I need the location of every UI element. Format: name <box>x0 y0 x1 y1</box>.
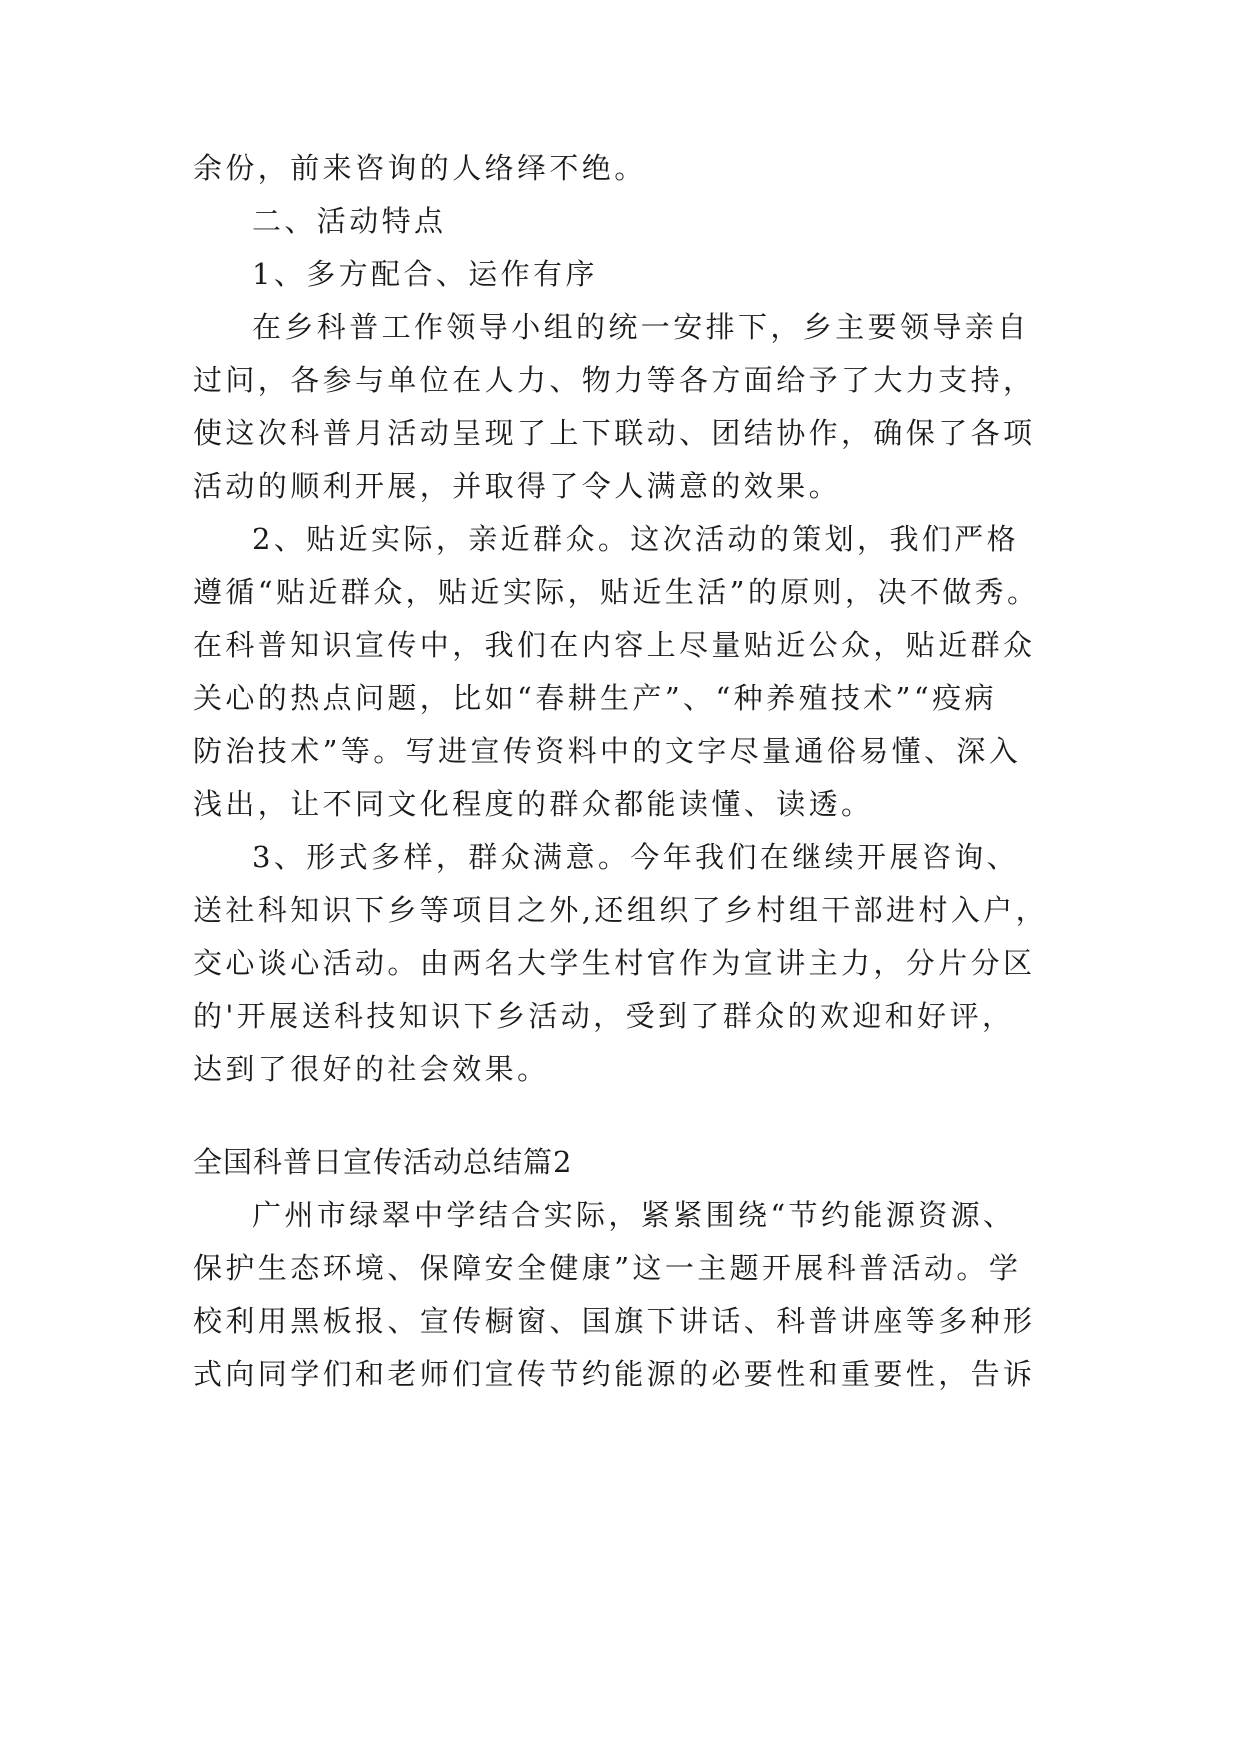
paragraph-line: 保护生态环境、保障安全健康”这一主题开展科普活动。学 <box>193 1251 1022 1285</box>
paragraph-line: 送社科知识下乡等项目之外,还组织了乡村组干部进村入户， <box>193 893 1049 927</box>
paragraph-line: 防治技术”等。写进宣传资料中的文字尽量通俗易懂、深入 <box>193 734 1022 768</box>
paragraph-line: 3、形式多样，群众满意。今年我们在继续开展咨询、 <box>252 840 1020 874</box>
paragraph-line: 余份，前来咨询的人络绎不绝。 <box>193 151 647 185</box>
paragraph-line: 交心谈心活动。由两名大学生村官作为宣讲主力，分片分区 <box>193 946 1036 980</box>
paragraph-line: 校利用黑板报、宣传橱窗、国旗下讲话、科普讲座等多种形 <box>193 1304 1036 1338</box>
paragraph-line: 遵循“贴近群众，贴近实际，贴近生活”的原则，决不做秀。 <box>193 575 1040 609</box>
article-title: 全国科普日宣传活动总结篇2 <box>193 1145 573 1179</box>
paragraph-line: 达到了很好的社会效果。 <box>193 1052 550 1086</box>
paragraph-line: 式向同学们和老师们宣传节约能源的必要性和重要性，告诉 <box>193 1357 1036 1391</box>
paragraph-line: 广州市绿翠中学结合实际，紧紧围绕“节约能源资源、 <box>252 1198 1016 1232</box>
paragraph-line: 2、贴近实际，亲近群众。这次活动的策划，我们严格 <box>252 522 1020 556</box>
paragraph-line: 的'开展送科技知识下乡活动，受到了群众的欢迎和好评， <box>193 999 1015 1033</box>
paragraph-line: 过问，各参与单位在人力、物力等各方面给予了大力支持， <box>193 363 1036 397</box>
paragraph-line: 浅出，让不同文化程度的群众都能读懂、读透。 <box>193 787 874 821</box>
paragraph-line: 在科普知识宣传中，我们在内容上尽量贴近公众，贴近群众 <box>193 628 1036 662</box>
paragraph-line: 在乡科普工作领导小组的统一安排下，乡主要领导亲自 <box>252 310 1030 344</box>
subsection-heading: 1、多方配合、运作有序 <box>252 257 598 291</box>
paragraph-line: 使这次科普月活动呈现了上下联动、团结协作，确保了各项 <box>193 416 1036 450</box>
paragraph-line: 关心的热点问题，比如“春耕生产”、“种养殖技术”“疫病 <box>193 681 997 715</box>
section-heading: 二、活动特点 <box>252 204 447 238</box>
paragraph-line: 活动的顺利开展，并取得了令人满意的效果。 <box>193 469 842 503</box>
